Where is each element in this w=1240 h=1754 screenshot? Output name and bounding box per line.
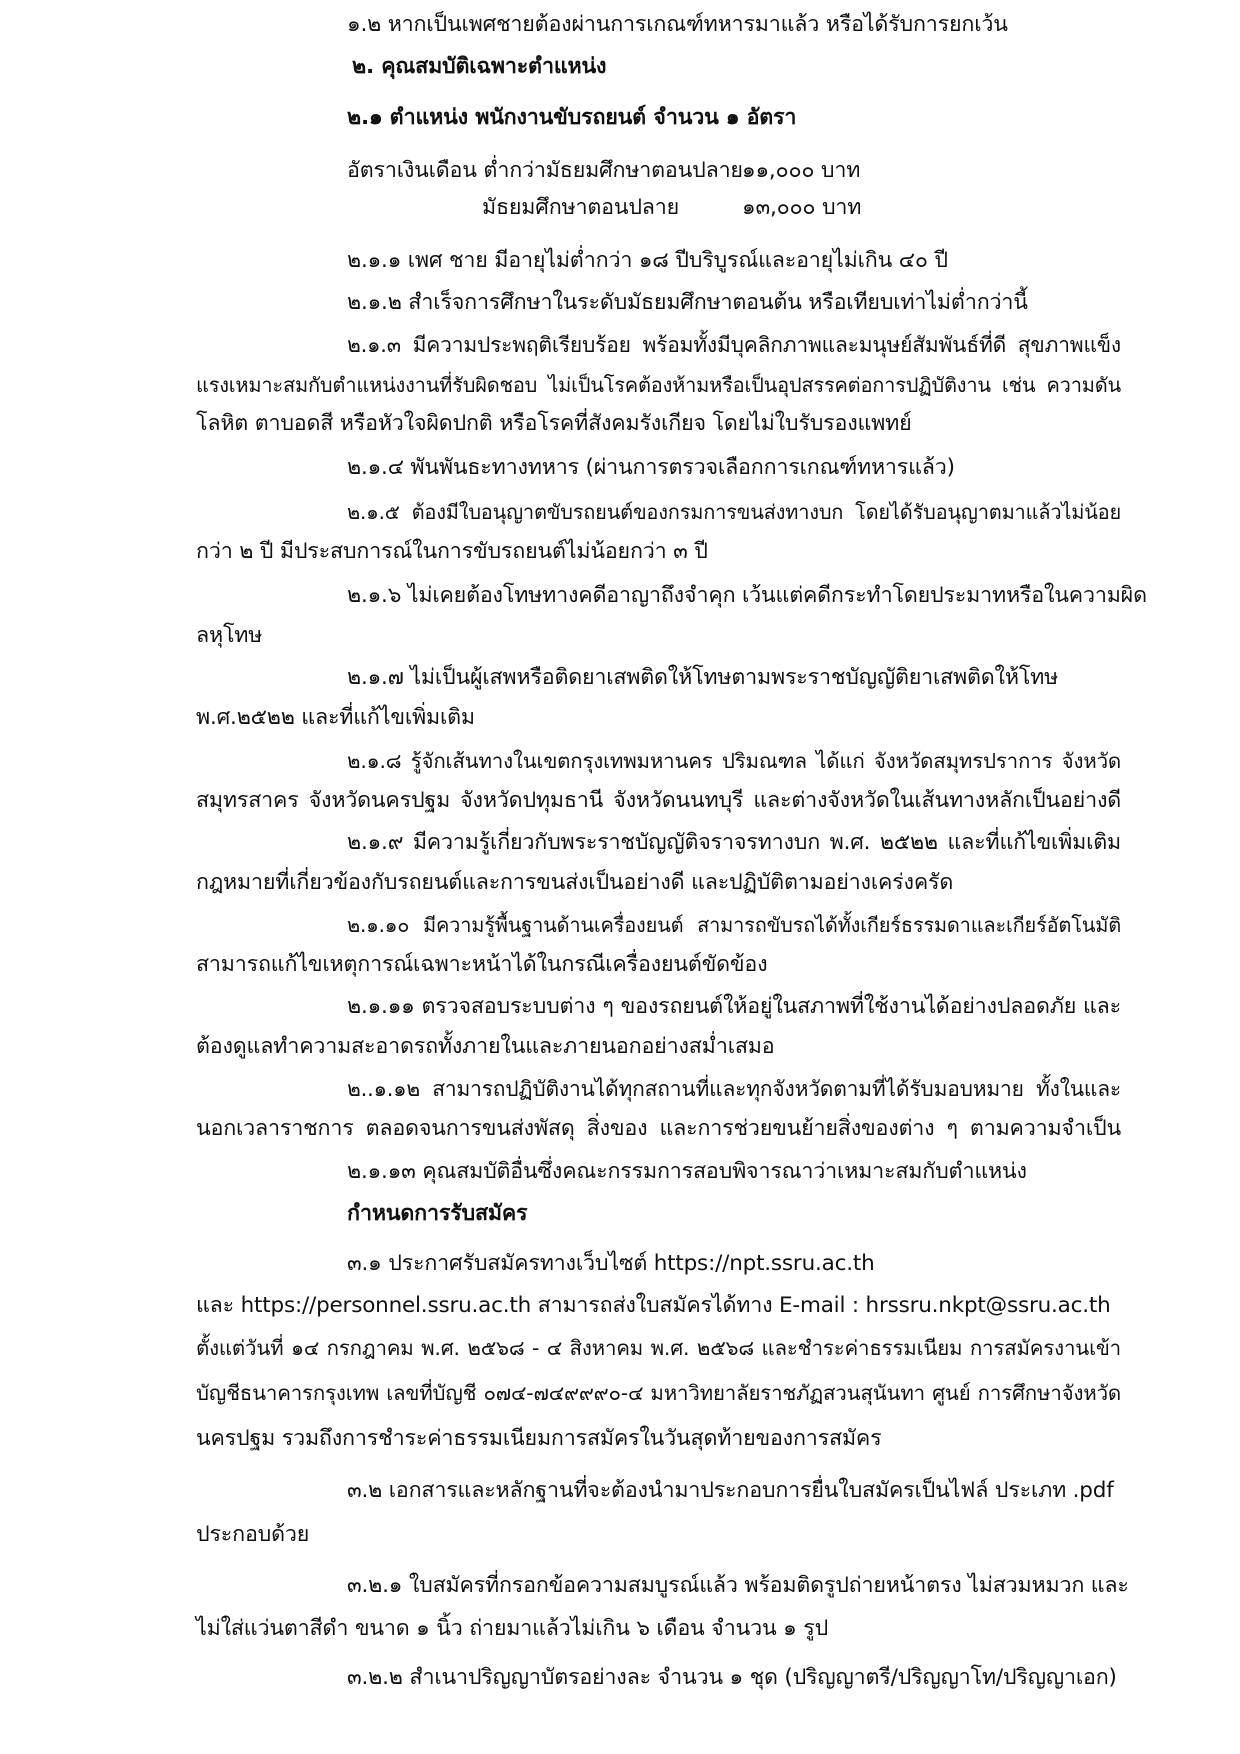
salary-level-hs: มัธยมศึกษาตอนปลาย [482, 195, 680, 220]
line-military-requirement: ๑.๒ หากเป็นเพศชายต้องผ่านการเกณฑ์ทหารมาแล้ว หรือได้รับการยกเว้น [347, 12, 1008, 37]
position-heading: ๒.๑ ตำแหน่ง พนักงานขับรถยนต์ จำนวน ๑ อัตรา [347, 105, 797, 130]
qual-2-1-11: ๒.๑.๑๑ ตรวจสอบระบบต่าง ๆ ของรถยนต์ให้อยู่ในสภาพที่ใช้งานได้อย่างปลอดภัย และ [347, 994, 1121, 1019]
app-3-1: ๓.๑ ประกาศรับสมัครทางเว็บไซต์ https://npt.ssru.ac.th [347, 1251, 875, 1276]
qual-2-1-5: ๒.๑.๕ ต้องมีใบอนุญาตขับรถยนต์ของกรมการขนส่งทางบก โดยได้รับอนุญาตมาแล้วไม่น้อย [347, 500, 1121, 524]
qual-2-1-8: ๒.๑.๘ รู้จักเส้นทางในเขตกรุงเทพมหานคร ปริมณฑล ได้แก่ จังหวัดสมุทรปราการ จังหวัด [347, 749, 1121, 773]
qual-2-1-10-cont: สามารถแก้ไขเหตุการณ์เฉพาะหน้าได้ในกรณีเครื่องยนต์ขัดข้อง [196, 952, 768, 977]
qual-2-1-6-cont: ลหุโทษ [196, 623, 263, 648]
qual-2-1-3: ๒.๑.๓ มีความประพฤติเรียบร้อย พร้อมทั้งมีบุคลิกภาพและมนุษย์สัมพันธ์ที่ดี สุขภาพแข็ง [347, 333, 1121, 357]
qual-2-1-12: ๒..๑.๑๒ สามารถปฏิบัติงานได้ทุกสถานที่และทุกจังหวัดตามที่ได้รับมอบหมาย ทั้งในและ [347, 1077, 1121, 1101]
qual-2-1-4: ๒.๑.๔ พันพันธะทางทหาร (ผ่านการตรวจเลือกการเกณฑ์ทหารแล้ว) [347, 455, 955, 480]
qual-2-1-9-cont: กฎหมายที่เกี่ยวข้องกับรถยนต์และการขนส่งเป็นอย่างดี และปฏิบัติตามอย่างเคร่งครัด [196, 870, 954, 895]
salary-amount-below-hs: ๑๑,๐๐๐ บาท [742, 158, 861, 183]
qual-2-1-3-cont2: โลหิต ตาบอดสี หรือหัวใจผิดปกติ หรือโรคที่สังคมรังเกียจ โดยไม่ใบรับรองแพทย์ [196, 411, 912, 436]
app-3-1-cont1: และ https://personnel.ssru.ac.th สามารถส่งใบสมัครได้ทาง E-mail : hrssru.nkpt@ssru.ac.th [196, 1293, 1111, 1318]
qual-2-1-9: ๒.๑.๙ มีความรู้เกี่ยวกับพระราชบัญญัติจราจรทางบก พ.ศ. ๒๕๒๒ และที่แก้ไขเพิ่มเติม [347, 830, 1121, 855]
qual-2-1-10: ๒.๑.๑๐ มีความรู้พื้นฐานด้านเครื่องยนต์ สามารถขับรถได้ทั้งเกียร์ธรรมดาและเกียร์อัตโนมัติ [347, 913, 1121, 937]
app-3-2-1-cont: ไม่ใส่แว่นตาสีดำ ขนาด ๑ นิ้ว ถ่ายมาแล้วไม่เกิน ๖ เดือน จำนวน ๑ รูป [196, 1616, 829, 1641]
qual-2-1-1: ๒.๑.๑ เพศ ชาย มีอายุไม่ต่ำกว่า ๑๘ ปีบริบูรณ์และอายุไม่เกิน ๔๐ ปี [347, 248, 948, 273]
app-3-1-cont4: นครปฐม รวมถึงการชำระค่าธรรมเนียมการสมัครในวันสุดท้ายของการสมัคร [196, 1426, 882, 1451]
app-3-2: ๓.๒ เอกสารและหลักฐานที่จะต้องนำมาประกอบการยื่นใบสมัครเป็นไฟล์ ประเภท .pdf [347, 1478, 1114, 1503]
app-3-2-cont: ประกอบด้วย [196, 1522, 310, 1547]
qual-2-1-7: ๒.๑.๗ ไม่เป็นผู้เสพหรือติดยาเสพติดให้โทษตามพระราชบัญญัติยาเสพติดให้โทษ [347, 665, 1059, 690]
section-heading-application: กำหนดการรับสมัคร [347, 1201, 528, 1226]
qual-2-1-11-cont: ต้องดูแลทำความสะอาดรถทั้งภายในและภายนอกอย่างสม่ำเสมอ [196, 1034, 775, 1059]
app-3-2-2: ๓.๒.๒ สำเนาปริญญาบัตรอย่างละ จำนวน ๑ ชุด (ปริญญาตรี/ปริญญาโท/ปริญญาเอก) [347, 1665, 1117, 1690]
app-3-1-cont2: ตั้งแต่วันที่ ๑๔ กรกฎาคม พ.ศ. ๒๕๖๘ - ๔ สิงหาคม พ.ศ. ๒๕๖๘ และชำระค่าธรรมเนียม การสมัครงานเข้า [196, 1336, 1121, 1360]
app-3-1-cont3: บัญชีธนาคารกรุงเทพ เลขที่บัญชี ๐๗๔-๗๔๙๙๙๐-๔ มหาวิทยาลัยราชภัฏสวนสุนันทา ศูนย์ การศึกษาจังหวัด [196, 1381, 1121, 1405]
qual-2-1-7-cont: พ.ศ.๒๕๒๒ และที่แก้ไขเพิ่มเติม [196, 705, 475, 730]
qual-2-1-8-cont: สมุทรสาคร จังหวัดนครปฐม จังหวัดปทุมธานี จังหวัดนนทบุรี และต่างจังหวัดในเส้นทางหลักเป็นอย่างดี [196, 788, 1121, 813]
app-3-2-1: ๓.๒.๑ ใบสมัครที่กรอกข้อความสมบูรณ์แล้ว พร้อมติดรูปถ่ายหน้าตรง ไม่สวมหมวก และ [347, 1573, 1129, 1598]
qual-2-1-5-cont: กว่า ๒ ปี มีประสบการณ์ในการขับรถยนต์ไม่น้อยกว่า ๓ ปี [196, 539, 708, 564]
qual-2-1-12-cont: นอกเวลาราชการ ตลอดจนการขนส่งพัสดุ สิ่งของ และการช่วยขนย้ายสิ่งของต่าง ๆ ตามความจำเป็น [196, 1116, 1121, 1141]
qual-2-1-6: ๒.๑.๖ ไม่เคยต้องโทษทางคดีอาญาถึงจำคุก เว้นแต่คดีกระทำโดยประมาทหรือในความผิด [347, 583, 1147, 608]
qual-2-1-3-cont1: แรงเหมาะสมกับตำแหน่งงานที่รับผิดชอบ ไม่เป็นโรคต้องห้ามหรือเป็นอุปสรรคต่อการปฏิบัติงาน เช่น ความดัน [196, 373, 1121, 397]
section-heading-qualifications: ๒. คุณสมบัติเฉพาะตำแหน่ง [352, 54, 607, 79]
qual-2-1-2: ๒.๑.๒ สำเร็จการศึกษาในระดับมัธยมศึกษาตอนต้น หรือเทียบเท่าไม่ต่ำกว่านี้ [347, 290, 1028, 315]
qual-2-1-13: ๒.๑.๑๓ คุณสมบัติอื่นซึ่งคณะกรรมการสอบพิจารณาว่าเหมาะสมกับตำแหน่ง [347, 1159, 1027, 1184]
salary-amount-hs: ๑๓,๐๐๐ บาท [742, 195, 862, 220]
salary-label: อัตราเงินเดือน ต่ำกว่ามัธยมศึกษาตอนปลาย [347, 158, 743, 183]
